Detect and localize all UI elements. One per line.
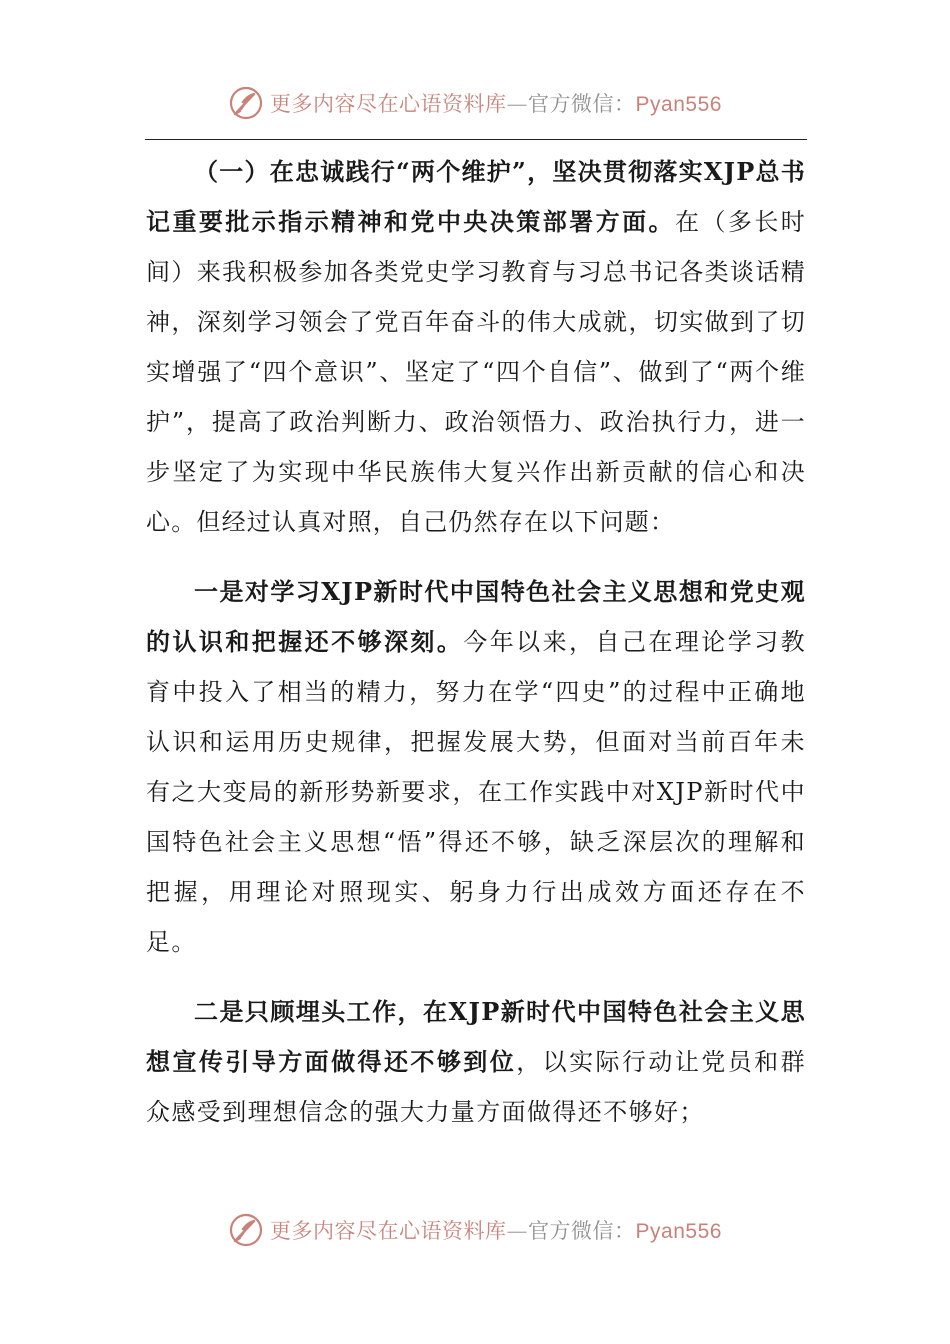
paragraph-2-text: 今年以来，自己在理论学习教育中投入了相当的精力，努力在学“四史”的过程中正确地认识和运用历史规律，把握发展大势，但面对当前百年未有之大变局的新形势新要求，在工作实践中对XJP新时代中国特色社会主义思想“悟”得还不够，缺乏深层次的理解和把握，用理论对照现实、躬身力行出成效方面还存在不足。: [146, 628, 806, 956]
paragraph-2-heading: 一是对学习XJP新时代中国特色社会主义思想和党史观的认识和把握还不够深刻。: [146, 577, 806, 656]
paragraph-2: [146, 567, 806, 967]
paragraph-1: [146, 147, 806, 547]
footer-brand-text: 更多内容尽在心语资料库: [270, 1219, 507, 1243]
footer-wechat-handle: Pyan556: [635, 1220, 722, 1243]
header-brand: [270, 88, 722, 118]
paragraph-3: [146, 987, 806, 1137]
page-header: [0, 78, 950, 128]
quill-logo-icon: [228, 85, 264, 121]
footer-channel-label: 官方微信：: [528, 1219, 636, 1243]
header-channel-label: 官方微信：: [528, 92, 636, 116]
paragraph-3-text: ，以实际行动让党员和群众感受到理想信念的强大力量方面做得还不够好；: [146, 1048, 806, 1126]
header-divider: [145, 139, 807, 140]
header-separator: —: [506, 92, 529, 116]
header-brand-text: 更多内容尽在心语资料库: [270, 92, 507, 116]
paragraph-3-heading: 二是只顾埋头工作，在XJP新时代中国特色社会主义思想宣传引导方面做得还不够到位: [146, 997, 806, 1076]
quill-logo-icon: [228, 1212, 264, 1248]
header-wechat-handle: Pyan556: [635, 93, 722, 116]
footer-separator: —: [506, 1219, 529, 1243]
paragraph-1-heading: （一）在忠诚践行“两个维护”，坚决贯彻落实XJP总书记重要批示指示精神和党中央决策部署方面。: [146, 157, 806, 236]
page-footer: [0, 1205, 950, 1255]
footer-brand: [270, 1215, 722, 1245]
document-body: [146, 147, 806, 1137]
paragraph-1-text: 在（多长时间）来我积极参加各类党史学习教育与习总书记各类谈话精神，深刻学习领会了党百年奋斗的伟大成就，切实做到了切实增强了“四个意识”、坚定了“四个自信”、做到了“两个维护”，提高了政治判断力、政治领悟力、政治执行力，进一步坚定了为实现中华民族伟大复兴作出新贡献的信心和决心。但经过认真对照，自己仍然存在以下问题：: [146, 208, 806, 536]
